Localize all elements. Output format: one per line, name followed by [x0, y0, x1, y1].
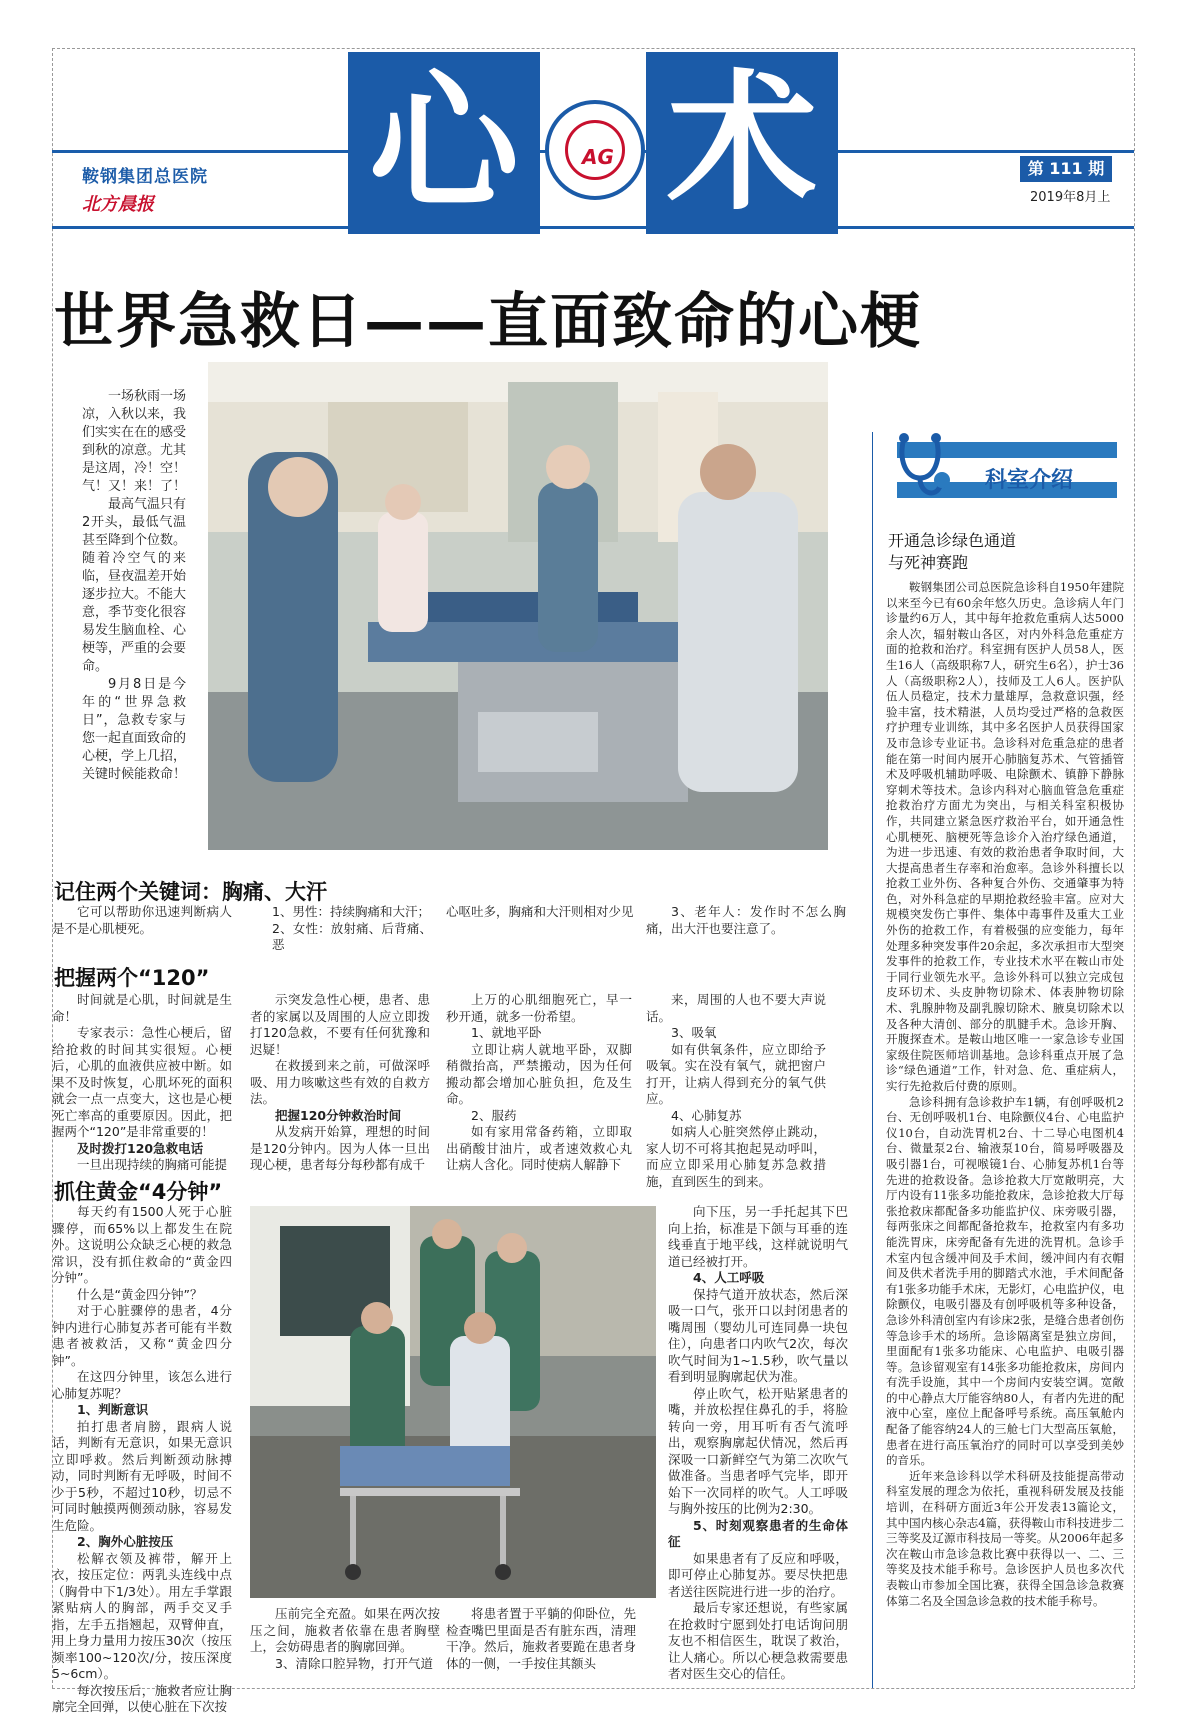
emergency-room-photo — [208, 362, 828, 850]
newspaper-name: 北方晨报 — [82, 194, 154, 215]
section1-col3: 心呕吐多，胸痛和大汗则相对少见 — [446, 904, 634, 919]
masthead-title-char2: 术 — [666, 55, 817, 231]
section3-col1: 每天约有1500人死于心脏骤停，而65%以上都发生在院外。这说明公众缺乏心梗的救急常识，没有抓住救命的“黄金四分钟”。 什么是“黄金四分钟”？ 对于心脏骤停的患者，4分钟内进行心肺复苏者可能有半数患者被救活，又称“黄金四分钟”。 在这四分钟里，该怎么进行心肺复苏呢？ 1、判断意识 拍打患者肩膀，跟病人说话，判断有无意识，如果无意识立即呼救。然后判断颈动脉搏动，同时判断有无呼吸，时间不少于5秒，不超过10秒，切忌不可同时触摸两侧颈动脉，容易发生危险。 2、胸外心脏按压 松解衣领及裤带，解开上衣，按压定位：两乳头连线中点（胸骨中下1/3处）。用左手掌跟紧贴病人的胸部，两手交叉手指，左手五指翘起，双臂伸直，用上身力量用力按压30次（按压频率100~120次/分，按压深度5~6cm）。 每次按压后，施救者应让胸廓完全回弹，以使心脏在下次按 — [52, 1204, 232, 1714]
section3-col4: 向下压，另一手托起其下巴向上抬，标准是下颌与耳垂的连线垂直于地平线，这样就说明气道已经被打开。 4、人工呼吸 保持气道开放状态，然后深吸一口气，张开口以封闭患者的嘴周围（婴幼儿可连同鼻一块包住），向患者口内吹气2次，每次吹气时间为1~1.5秒，吹气量以看到明显胸廓起伏为准。 停止吹气，松开贴紧患者的嘴，并放松捏住鼻孔的手，将脸转向一旁，用耳听有否气流呼出，观察胸廓起伏情况，然后再深吸一口新鲜空气为第二次吹气做准备。当患者呼气完毕，即开始下一次同样的吹气。人工呼吸与胸外按压的比例为2:30。 5、时刻观察患者的生命体征 如果患者有了反应和呼吸，即可停止心肺复苏。要尽快把患者送往医院进行进一步的治疗。 最后专家还想说，有些家属在抢救时宁愿到处打电话询问朋友也不相信医生，耽误了救治，让人痛心。所以心梗急救需要患者对医生交心的信任。 — [668, 1204, 848, 1681]
sidebar-title: 科室介绍 — [985, 467, 1074, 493]
section2-col1: 时间就是心肌，时间就是生命！ 专家表示：急性心梗后，留给抢救的时间其实很短。心梗后，心肌的血液供应被中断。如果不及时恢复，心肌坏死的面积就会一点一点变大，这也是心梗死亡率高的重要原因。因此，把握两个“120”是非常重要的！ 及时拨打120急救电话 一旦出现持续的胸痛可能提 — [52, 992, 232, 1172]
sidebar-body: 鞍钢集团公司总医院急诊科自1950年建院以来至今已有60余年悠久历史。急诊病人年门诊量约6万人，其中每年抢救危重病人达5000余人次，辐射鞍山各区，对内外科急危重症方面的抢救和治疗。科室拥有医护人员58人，医生16人（高级职称7人，研究生6名），护士36人（高级职称2人），技师及工人6人。医护队伍人员稳定，技术力量雄厚，急救意识强，经验丰富，技术精湛，人员均受过严格的急救医疗护理专业训练，其中多名医护人员获得国家及市急诊专业证书。急诊科对危重急症的患者能在第一时间内展开心肺脑复苏术、气管插管术及呼吸机辅助呼吸、电除颤术、镇静下静脉穿刺术等技术。急诊内科对心脑血管急危重症抢救治疗方面尤为突出，与相关科室积极协作，共同建立紧急医疗救治平台，如开通急性心肌梗死、脑梗死等急诊介入治疗绿色通道，为进一步迅速、有效的救治患者争取时间，大大提高患者生存率和治愈率。急诊外科擅长以抢救工业外伤、各种复合外伤、交通肇事为特色，对外科急症的早期抢救经验丰富。应对大规模突发伤亡事件、集体中毒事件及重大工业外伤的抢救工作，有着极强的应变能力，每年处理多种突发事件20余起，多次承担市大型突发事件的抢救工作，专业技术水平在鞍山市处于同行业领先水平。急诊外科可以独立完成包皮环切术、头皮肿物切除术、体表肿物切除术、乳腺肿物及副乳腺切除术、腋臭切除术以及各种大清创、部分的肌腱手术。急诊开胸、开腹探查术。是鞍山地区唯一一家急诊专业国家级住院医师培训基地。急诊科重点开展了急诊“绿色通道”工作，针对急、危、重症病人，实行先抢救后付费的原则。 急诊科拥有急诊救护车1辆，有创呼吸机2台、无创呼吸机1台、电除颤仪4台、心电监护仪10台，自动洗胃机2台、十二导心电图机4台、微量泵2台、输液泵10台，简易呼吸器及吸引器1台，可视喉镜1台、心肺复苏机1台等先进的抢救设备。急诊抢救大厅宽敞明亮，大厅内设有11张多功能抢救床，急诊抢救大厅每张抢救床都配备多功能监护仪、床旁吸引器，每两张床之间都配备抢救车，抢救室内有多功能洗胃床，床旁配备有先进的洗胃机。急诊手术室内包含缓冲间及手术间，缓冲间内有衣帽间及供术者洗手用的脚踏式水池，手术间配备有1张多功能手术床，无影灯，心电监护仪，电除颤仪，电吸引器及有创呼吸机等多种设备，急诊外科清创室内有诊床2张，是缝合患者创伤等急诊手术的场所。急诊隔离室是独立房间，里面配有1张多功能床、心电监护、电吸引器等。急诊留观室有14张多功能抢救床，房间内有洗手设施，其中一个房间内安装空调。宽敞的中心静点大厅能容纳80人，有者内先进的配液中心室，座位上配备呼号系统。高压氧舱内配备了能容纳24人的三舱七门大型高压氧舱，患者在进行高压氧治疗的同时可以享受到美妙的音乐。 近年来急诊科以学术科研及技能提高带动科室发展的理念为依托，重视科研发展及技能培训，在科研方面近3年公开发表13篇论文，其中国内核心杂志4篇，获得鞍山市科技进步二三等奖及辽源市科技局一等奖。从2006年起多次在鞍山市急诊急救比赛中获得以一、二、三等奖及技术能手称号。急诊医护人员也多次代表鞍山市参加全国比赛，获得全国急诊急救赛体第二名及全国急诊急救的技术能手称号。 — [886, 580, 1124, 1608]
intro-text: 一场秋雨一场凉，入秋以来，我们实实在在的感受到秋的凉意。尤其是这周，冷！空！气！又！来！了！ 最高气温只有2开头，最低气温甚至降到个位数。随着冷空气的来临，昼夜温差开始逐步拉大。不能大意，季节变化很容易发生脑血栓、心梗等，严重的会要命。 9月8日是今年的“世界急救日”，急救专家与您一起直面致命的心梗，学上几招，关键时候能救命！ — [82, 389, 187, 782]
hospital-logo: AG — [545, 100, 645, 200]
page-border-top — [52, 48, 1134, 49]
masthead-rule-bottom — [52, 226, 1134, 229]
section-title-keywords: 记住两个关键词：胸痛、大汗 — [54, 880, 327, 904]
section2-col4: 来，周围的人也不要大声说话。 3、吸氧 如有供氧条件，应立即给予吸氧。实在没有氧气，就把窗户打开，让病人得到充分的氧气供应。 4、心肺复苏 如病人心脏突然停止跳动，家人切不可将其抱起晃动呼叫，而应立即采用心肺复苏急救措施，直到医生的到来。 — [646, 992, 826, 1189]
stethoscope-icon — [890, 430, 954, 506]
section3-col2: 压前完全充盈。如果在两次按压之间，施救者依靠在患者胸壁上，会妨碍患者的胸廓回弹。 3、清除口腔异物，打开气道 — [250, 1606, 440, 1671]
section2-col2: 示突发急性心梗，患者、患者的家属以及周围的人应立即拨打120急救，不要有任何犹豫和迟疑！ 在救援到来之前，可做深呼吸、用力咳嗽这些有效的自救方法。 把握120分钟救治时间 从发病开始算，理想的时间是120分钟内。因为人体一旦出现心梗，患者每分每秒都有成千 — [250, 992, 430, 1172]
section-title-120: 把握两个“120” — [54, 966, 210, 990]
section2-col3: 上万的心肌细胞死亡，早一秒开通，就多一份希望。 1、就地平卧 立即让病人就地平卧，双脚稍微抬高，严禁搬动，因为任何搬动都会增加心脏负担，危及生命。 2、服药 如有家用常备药箱，立即取出硝酸甘油片，或者速效救心丸让病人含化。同时使病人解静下 — [446, 992, 632, 1172]
sidebar-subtitle: 开通急诊绿色通道 与死神赛跑 — [888, 531, 1017, 572]
page-headline: 世界急救日——直面致命的心梗 — [54, 287, 922, 357]
section1-col2: 1、男性：持续胸痛和大汗； 2、女性：放射痛、后背痛、恶 — [272, 904, 432, 952]
stretcher-photo — [250, 1206, 656, 1598]
section-title-4min: 抓住黄金“4分钟” — [54, 1180, 223, 1204]
section3-col3: 将患者置于平躺的仰卧位，先检查嘴巴里面是否有脏东西，清理干净。然后，施救者要跪在患者身体的一侧，一手按住其额头 — [446, 1606, 636, 1671]
issue-date: 2019年8月上 — [1030, 190, 1111, 205]
section1-col4: 3、老年人：发作时不怎么胸痛，出大汗也要注意了。 — [646, 904, 846, 936]
masthead-title-char1: 心 — [368, 55, 519, 231]
issue-number: 第 111 期 — [1020, 156, 1112, 182]
section1-col1: 它可以帮助你迅速判断病人是不是心肌梗死。 — [52, 904, 232, 936]
hospital-name: 鞍钢集团总医院 — [82, 167, 208, 187]
